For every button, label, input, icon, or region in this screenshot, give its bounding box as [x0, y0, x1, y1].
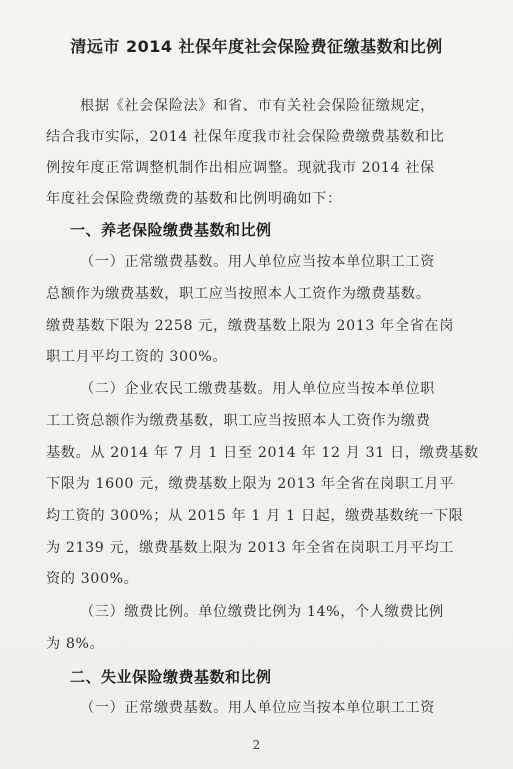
intro-line-2: 结合我市实际，2014 社保年度我市社会保险费缴费基数和比 — [46, 129, 445, 145]
pension-item2-line-6: 为 2139 元，缴费基数上限为 2013 年全省在岗职工月平均工 — [46, 540, 454, 556]
pension-item1-line-2: 总额作为缴费基数，职工应当按照本人工资作为缴费基数。 — [46, 286, 431, 302]
section-heading-unemployment: 二、失业保险缴费基数和比例 — [70, 668, 272, 686]
pension-item1-line-1: （一）正常缴费基数。用人单位应当按本单位职工工资 — [80, 254, 435, 270]
page-title: 清远市 2014 社保年度社会保险费征缴基数和比例 — [70, 37, 443, 56]
pension-item1-line-4: 职工月平均工资的 300%。 — [46, 349, 228, 365]
pension-item2-line-1: （二）企业农民工缴费基数。用人单位应当按本单位职 — [80, 381, 435, 397]
pension-item2-line-5: 均工资的 300%；从 2015 年 1 月 1 日起，缴费基数统一下限 — [46, 508, 464, 524]
pension-item1-line-3: 缴费基数下限为 2258 元，缴费基数上限为 2013 年全省在岗 — [46, 318, 454, 334]
section-heading-pension: 一、养老保险缴费基数和比例 — [70, 221, 272, 239]
pension-item3-line-2: 为 8%。 — [46, 636, 105, 652]
pension-item2-line-4: 下限为 1600 元，缴费基数上限为 2013 年全省在岗职工月平 — [46, 476, 454, 492]
unemployment-item1-line-1: （一）正常缴费基数。用人单位应当按本单位职工工资 — [80, 700, 435, 716]
pension-item3-line-1: （三）缴费比例。单位缴费比例为 14%，个人缴费比例 — [80, 604, 444, 620]
pension-item2-line-2: 工工资总额作为缴费基数，职工应当按照本人工资作为缴费 — [46, 413, 431, 429]
page-number: 2 — [252, 738, 261, 752]
intro-line-1: 根据《社会保险法》和省、市有关社会保险征缴规定， — [80, 98, 435, 114]
intro-line-4: 年度社会保险费缴费的基数和比例明确如下： — [46, 191, 342, 207]
pension-item2-line-7: 资的 300%。 — [46, 571, 139, 587]
pension-item2-line-3: 基数。从 2014 年 7 月 1 日至 2014 年 12 月 31 日，缴费基数 — [46, 445, 479, 461]
intro-line-3: 例按年度正常调整机制作出相应调整。现就我市 2014 社保 — [46, 160, 435, 176]
